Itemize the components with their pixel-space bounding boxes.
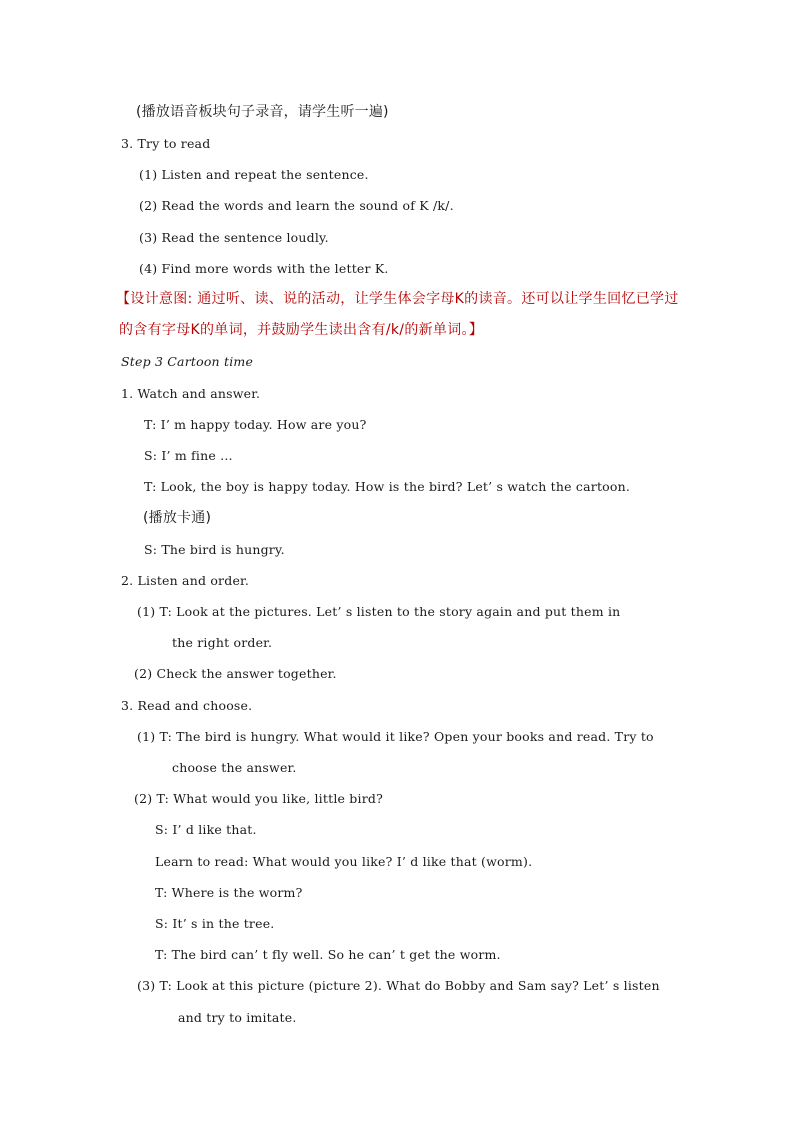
dialogue-line: T: Where is the worm? (155, 885, 303, 900)
step3-title: Step 3 Cartoon time (121, 354, 254, 369)
read-choose-item-3-cont: and try to imitate. (178, 1010, 297, 1025)
design-intent-line-2: 的含有字母K的单词，并鼓励学生读出含有/k/的新单词。】 (119, 322, 484, 338)
design-intent-line-1: 【设计意图: 通过听、读、说的活动，让学生体会字母K的读音。还可以让学生回忆已学过 (116, 291, 679, 307)
try-to-read-heading: 3. Try to read (121, 136, 211, 151)
listen-order-item-1-cont: the right order. (172, 635, 273, 650)
listen-order-item-2: (2) Check the answer together. (134, 666, 337, 681)
dialogue-line: S: The bird is hungry. (144, 542, 285, 557)
listen-order-item-1: (1) T: Look at the pictures. Let’ s listen to the story again and put them in (137, 604, 621, 619)
try-to-read-item-4: (4) Find more words with the letter K. (139, 261, 389, 276)
dialogue-line: S: I’ m fine … (144, 448, 233, 463)
watch-answer-heading: 1. Watch and answer. (121, 386, 261, 401)
read-choose-heading: 3. Read and choose. (121, 698, 253, 713)
intro-note: (播放语音板块句子录音，请学生听一遍) (136, 104, 389, 120)
read-choose-item-3: (3) T: Look at this picture (picture 2). What do Bobby and Sam say? Let’ s listen (137, 978, 660, 993)
cartoon-note: (播放卡通) (143, 510, 212, 526)
read-choose-item-2: (2) T: What would you like, little bird? (134, 791, 383, 806)
dialogue-line: T: The bird can’ t fly well. So he can’ t get the worm. (155, 947, 501, 962)
dialogue-line: T: I’ m happy today. How are you? (144, 417, 367, 432)
dialogue-line: Learn to read: What would you like? I’ d like that (worm). (155, 854, 533, 869)
dialogue-line: T: Look, the boy is happy today. How is the bird? Let’ s watch the cartoon. (144, 479, 631, 494)
dialogue-line: S: I’ d like that. (155, 822, 257, 837)
read-choose-item-1-cont: choose the answer. (172, 760, 297, 775)
read-choose-item-1: (1) T: The bird is hungry. What would it like? Open your books and read. Try to (137, 729, 654, 744)
try-to-read-item-3: (3) Read the sentence loudly. (139, 230, 329, 245)
try-to-read-item-2: (2) Read the words and learn the sound of K /k/. (139, 198, 454, 213)
listen-order-heading: 2. Listen and order. (121, 573, 250, 588)
dialogue-line: S: It’ s in the tree. (155, 916, 275, 931)
try-to-read-item-1: (1) Listen and repeat the sentence. (139, 167, 369, 182)
